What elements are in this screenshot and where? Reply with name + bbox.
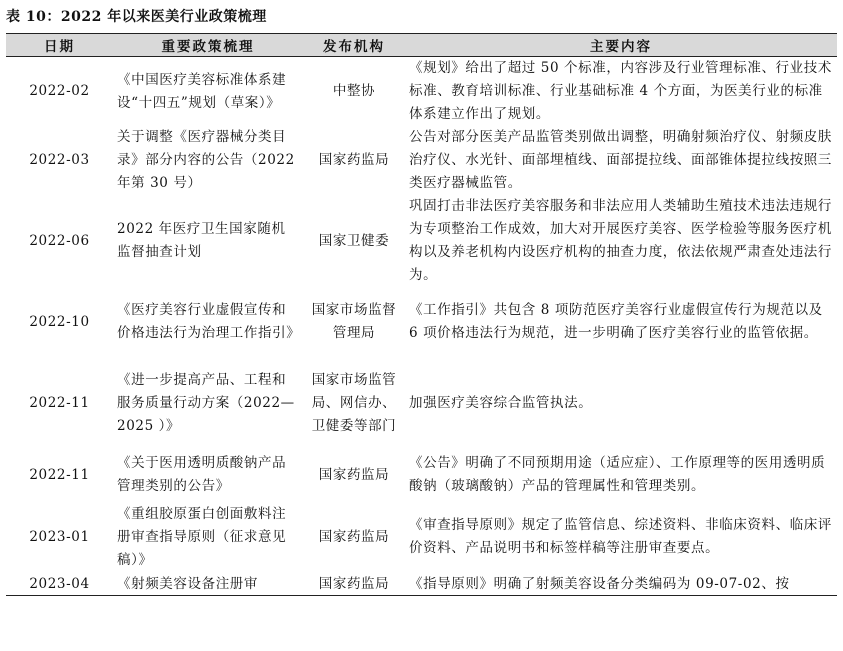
table-caption: 表 10：2022 年以来医美行业政策梳理	[6, 9, 267, 25]
row-policy: 《射频美容设备注册审	[113, 573, 303, 596]
row-content: 《规划》给出了超过 50 个标准，内容涉及行业管理标准、行业技术标准、教育培训标准、行业基础标准 4 个方面，为医美行业的标准体系建立作出了规划。	[409, 60, 832, 122]
row-content: 《工作指引》共包含 8 项防范医疗美容行业虚假宣传行为规范以及 6 项价格违法行为规范，进一步明确了医疗美容行业的监管依据。	[409, 302, 823, 341]
row-policy: 《中国医疗美容标准体系建设“十四五”规划（草案）》	[117, 71, 287, 111]
row-content: 加强医疗美容综合监管执法。	[409, 394, 593, 411]
row-org: 国家药监局	[318, 152, 390, 168]
row-date: 2022-02	[29, 83, 90, 99]
row-date: 2023-04	[6, 573, 113, 596]
table-body	[6, 57, 837, 596]
row-org: 国家市场监管局、网信办、卫健委等部门	[311, 371, 397, 434]
row-org: 国家药监局	[303, 573, 405, 596]
row-content: 公告对部分医美产品监管类别做出调整，明确射频治疗仪、射频皮肤治疗仪、水光针、面部埋植线、面部提拉线、面部锥体提拉线按照三类医疗器械监管。	[409, 129, 832, 191]
row-policy: 《医疗美容行业虚假宣传和价格违法行为治理工作指引》	[117, 302, 301, 341]
header-content: 主要内容	[405, 34, 837, 57]
header-row	[6, 34, 837, 57]
table-header	[6, 34, 837, 57]
row-content: 《公告》明确了不同预期用途（适应症）、工作原理等的医用透明质酸钠（玻璃酸钠）产品的管理属性和管理类别。	[409, 455, 826, 494]
table-row	[6, 287, 837, 357]
row-date: 2023-01	[29, 528, 90, 545]
row-content: 《审查指导原则》规定了监管信息、综述资料、非临床资料、临床评价资料、产品说明书和标签样稿等注册审查要点。	[409, 517, 832, 556]
table-row	[6, 195, 837, 287]
row-policy: 《进一步提高产品、工程和服务质量行动方案（2022—2025 ）》	[117, 371, 295, 434]
row-date: 2022-11	[29, 394, 90, 411]
row-policy: 《重组胶原蛋白创面敷料注册审查指导原则（征求意见稿）》	[117, 505, 287, 568]
table-row	[6, 501, 837, 573]
header-org: 发布机构	[303, 34, 405, 57]
row-org: 国家市场监督管理局	[311, 302, 397, 341]
row-policy: 《关于医用透明质酸钠产品管理类别的公告》	[117, 455, 287, 494]
policy-table	[6, 33, 837, 596]
header-policy: 重要政策梳理	[113, 34, 303, 57]
table-row	[6, 57, 837, 127]
row-policy: 2022 年医疗卫生国家随机监督抽查计划	[117, 221, 286, 260]
row-org: 中整协	[332, 83, 376, 99]
row-content: 《指导原则》明确了射频美容设备分类编码为 09-07-02、按	[405, 573, 837, 596]
table-row	[6, 449, 837, 501]
table-row	[6, 573, 837, 596]
row-date: 2022-11	[29, 466, 90, 483]
table-row	[6, 126, 837, 195]
row-org: 国家卫健委	[318, 232, 390, 249]
row-content: 巩固打击非法医疗美容服务和非法应用人类辅助生殖技术违法违规行为专项整治工作成效，加大对开展医疗美容、医学检验等服务医疗机构以及养老机构内设医疗机构的抽查力度，依法依规严肃查处违法行为。	[409, 198, 832, 283]
row-policy: 关于调整《医疗器械分类目录》部分内容的公告（2022 年第 30 号）	[117, 129, 295, 191]
table-row	[6, 357, 837, 449]
row-date: 2022-03	[29, 152, 90, 168]
row-org: 国家药监局	[318, 466, 390, 483]
header-date: 日期	[6, 34, 113, 57]
row-org: 国家药监局	[318, 528, 390, 545]
row-date: 2022-10	[29, 313, 90, 330]
row-date: 2022-06	[29, 232, 90, 249]
